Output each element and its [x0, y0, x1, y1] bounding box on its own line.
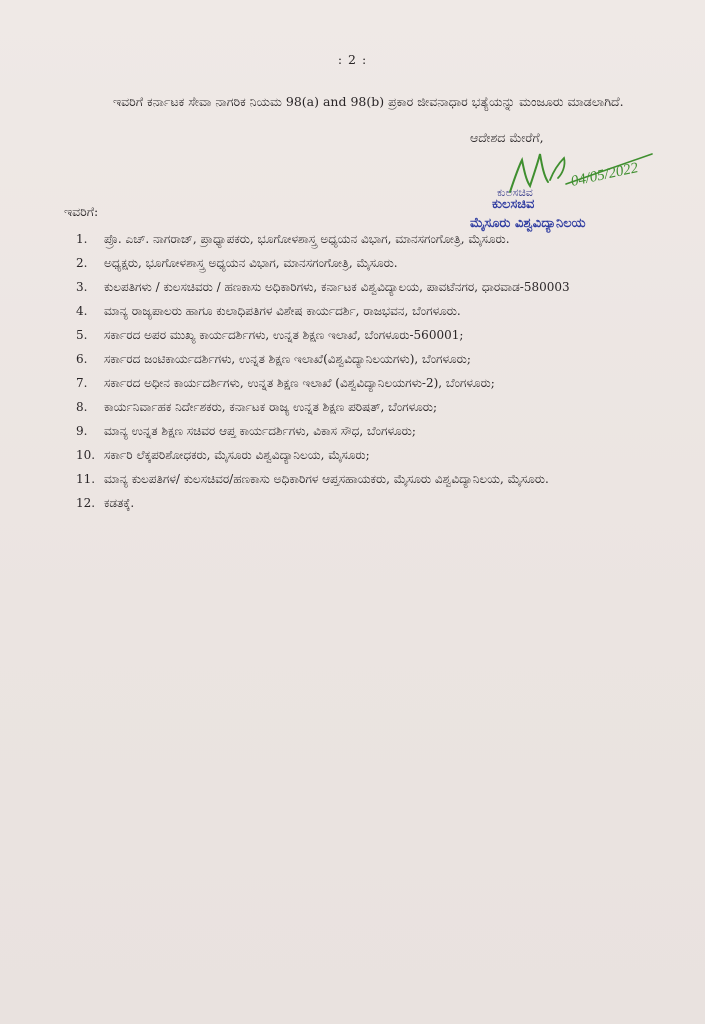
list-item: [76, 469, 646, 489]
by-order-label: ಆದೇಶದ ಮೇರೆಗೆ,: [470, 130, 544, 145]
list-item: [76, 229, 646, 249]
list-item: [76, 253, 646, 273]
item-text: ಸರ್ಕಾರದ ಜಂಟಿಕಾರ್ಯದರ್ಶಿಗಳು, ಉನ್ನತ ಶಿಕ್ಷಣ ಇಲಾಖೆ(ವಿಶ್ವವಿದ್ಯಾನಿಲಯಗಳು), ಬೆಂಗಳೂರು;: [104, 352, 471, 366]
item-number: 10.: [76, 448, 96, 462]
list-item: [76, 301, 646, 321]
item-number: 7.: [76, 376, 88, 390]
item-text: ಸರ್ಕಾರದ ಅಪರ ಮುಖ್ಯ ಕಾರ್ಯದರ್ಶಿಗಳು, ಉನ್ನತ ಶಿಕ್ಷಣ ಇಲಾಖೆ, ಬೆಂಗಳೂರು-560001;: [104, 328, 464, 342]
item-text: ಸರ್ಕಾರದ ಅಧೀನ ಕಾರ್ಯದರ್ಶಿಗಳು, ಉನ್ನತ ಶಿಕ್ಷಣ ಇಲಾಖೆ (ವಿಶ್ವವಿದ್ಯಾನಿಲಯಗಳು-2), ಬೆಂಗಳೂರು;: [104, 376, 495, 390]
item-text: ಮಾನ್ಯ ಕುಲಪತಿಗಳ/ ಕುಲಸಚಿವರ/ಹಣಕಾಸು ಅಧಿಕಾರಿಗಳ ಆಪ್ತಸಹಾಯಕರು, ಮೈಸೂರು ವಿಶ್ವವಿದ್ಯಾನಿಲಯ, ಮೈಸೂರು.: [104, 472, 549, 486]
item-number: 5.: [76, 328, 88, 342]
page-number: : 2 :: [337, 52, 368, 67]
list-item: [76, 373, 646, 393]
signature-date: 04/05/2022: [569, 160, 640, 190]
item-text: ಪ್ರೊ. ಎಚ್. ನಾಗರಾಜ್, ಪ್ರಾಧ್ಯಾಪಕರು, ಭೂಗೋಳಶಾಸ್ತ್ರ ಅಧ್ಯಯನ ವಿಭಾಗ, ಮಾನಸಗಂಗೋತ್ರಿ, ಮೈಸೂರು.: [104, 232, 510, 246]
list-item: [76, 277, 646, 297]
item-text: ಕಾರ್ಯನಿರ್ವಾಹಕ ನಿರ್ದೇಶಕರು, ಕರ್ನಾಟಕ ರಾಜ್ಯ ಉನ್ನತ ಶಿಕ್ಷಣ ಪರಿಷತ್, ಬೆಂಗಳೂರು;: [104, 400, 438, 414]
recipients-heading: ಇವರಿಗೆ:: [64, 204, 99, 219]
stamp-title: ಕುಲಸಚಿವ: [492, 197, 535, 212]
item-text: ಮಾನ್ಯ ರಾಜ್ಯಪಾಲರು ಹಾಗೂ ಕುಲಾಧಿಪತಿಗಳ ವಿಶೇಷ ಕಾರ್ಯದರ್ಶಿ, ರಾಜಭವನ, ಬೆಂಗಳೂರು.: [104, 304, 461, 318]
item-number: 6.: [76, 352, 88, 366]
list-item: [76, 397, 646, 417]
list-item: [76, 493, 646, 513]
registrar-title: ಕುಲಸಚಿವ: [497, 186, 533, 199]
item-text: ಅಧ್ಯಕ್ಷರು, ಭೂಗೋಳಶಾಸ್ತ್ರ ಅಧ್ಯಯನ ವಿಭಾಗ, ಮಾನಸಗಂಗೋತ್ರಿ, ಮೈಸೂರು.: [104, 256, 398, 270]
stamp-institution: ಮೈಸೂರು ವಿಶ್ವವಿದ್ಯಾನಿಲಯ: [470, 216, 586, 231]
item-text: ಸರ್ಕಾರಿ ಲೆಕ್ಕಪರಿಶೋಧಕರು, ಮೈಸೂರು ವಿಶ್ವವಿದ್ಯಾನಿಲಯ, ಮೈಸೂರು;: [104, 448, 370, 462]
recipient-list: [76, 229, 646, 517]
list-item: [76, 349, 646, 369]
item-number: 11.: [76, 472, 96, 486]
item-text: ಕುಲಪತಿಗಳು / ಕುಲಸಚಿವರು / ಹಣಕಾಸು ಅಧಿಕಾರಿಗಳು, ಕರ್ನಾಟಕ ವಿಶ್ವವಿದ್ಯಾಲಯ, ಪಾವಟೆನಗರ, ಧಾರವಾಡ-580003: [104, 280, 570, 294]
item-number: 2.: [76, 256, 88, 270]
item-number: 8.: [76, 400, 88, 414]
order-paragraph: ಇವರಿಗೆ ಕರ್ನಾಟಕ ಸೇವಾ ನಾಗರಿಕ ನಿಯಮ 98(a) and 98(b) ಪ್ರಕಾರ ಜೀವನಾಧಾರ ಭತ್ಯೆಯನ್ನು ಮಂಜೂರು ಮಾಡಲಾಗಿದೆ.: [113, 94, 624, 109]
list-item: [76, 421, 646, 441]
item-number: 1.: [76, 232, 88, 246]
item-number: 4.: [76, 304, 88, 318]
list-item: [76, 325, 646, 345]
item-text: ಮಾನ್ಯ ಉನ್ನತ ಶಿಕ್ಷಣ ಸಚಿವರ ಆಪ್ತ ಕಾರ್ಯದರ್ಶಿಗಳು, ವಿಕಾಸ ಸೌಧ, ಬೆಂಗಳೂರು;: [104, 424, 416, 438]
item-number: 3.: [76, 280, 88, 294]
list-item: [76, 445, 646, 465]
item-text: ಕಡತಕ್ಕೆ.: [104, 496, 135, 510]
item-number: 9.: [76, 424, 88, 438]
item-number: 12.: [76, 496, 96, 510]
